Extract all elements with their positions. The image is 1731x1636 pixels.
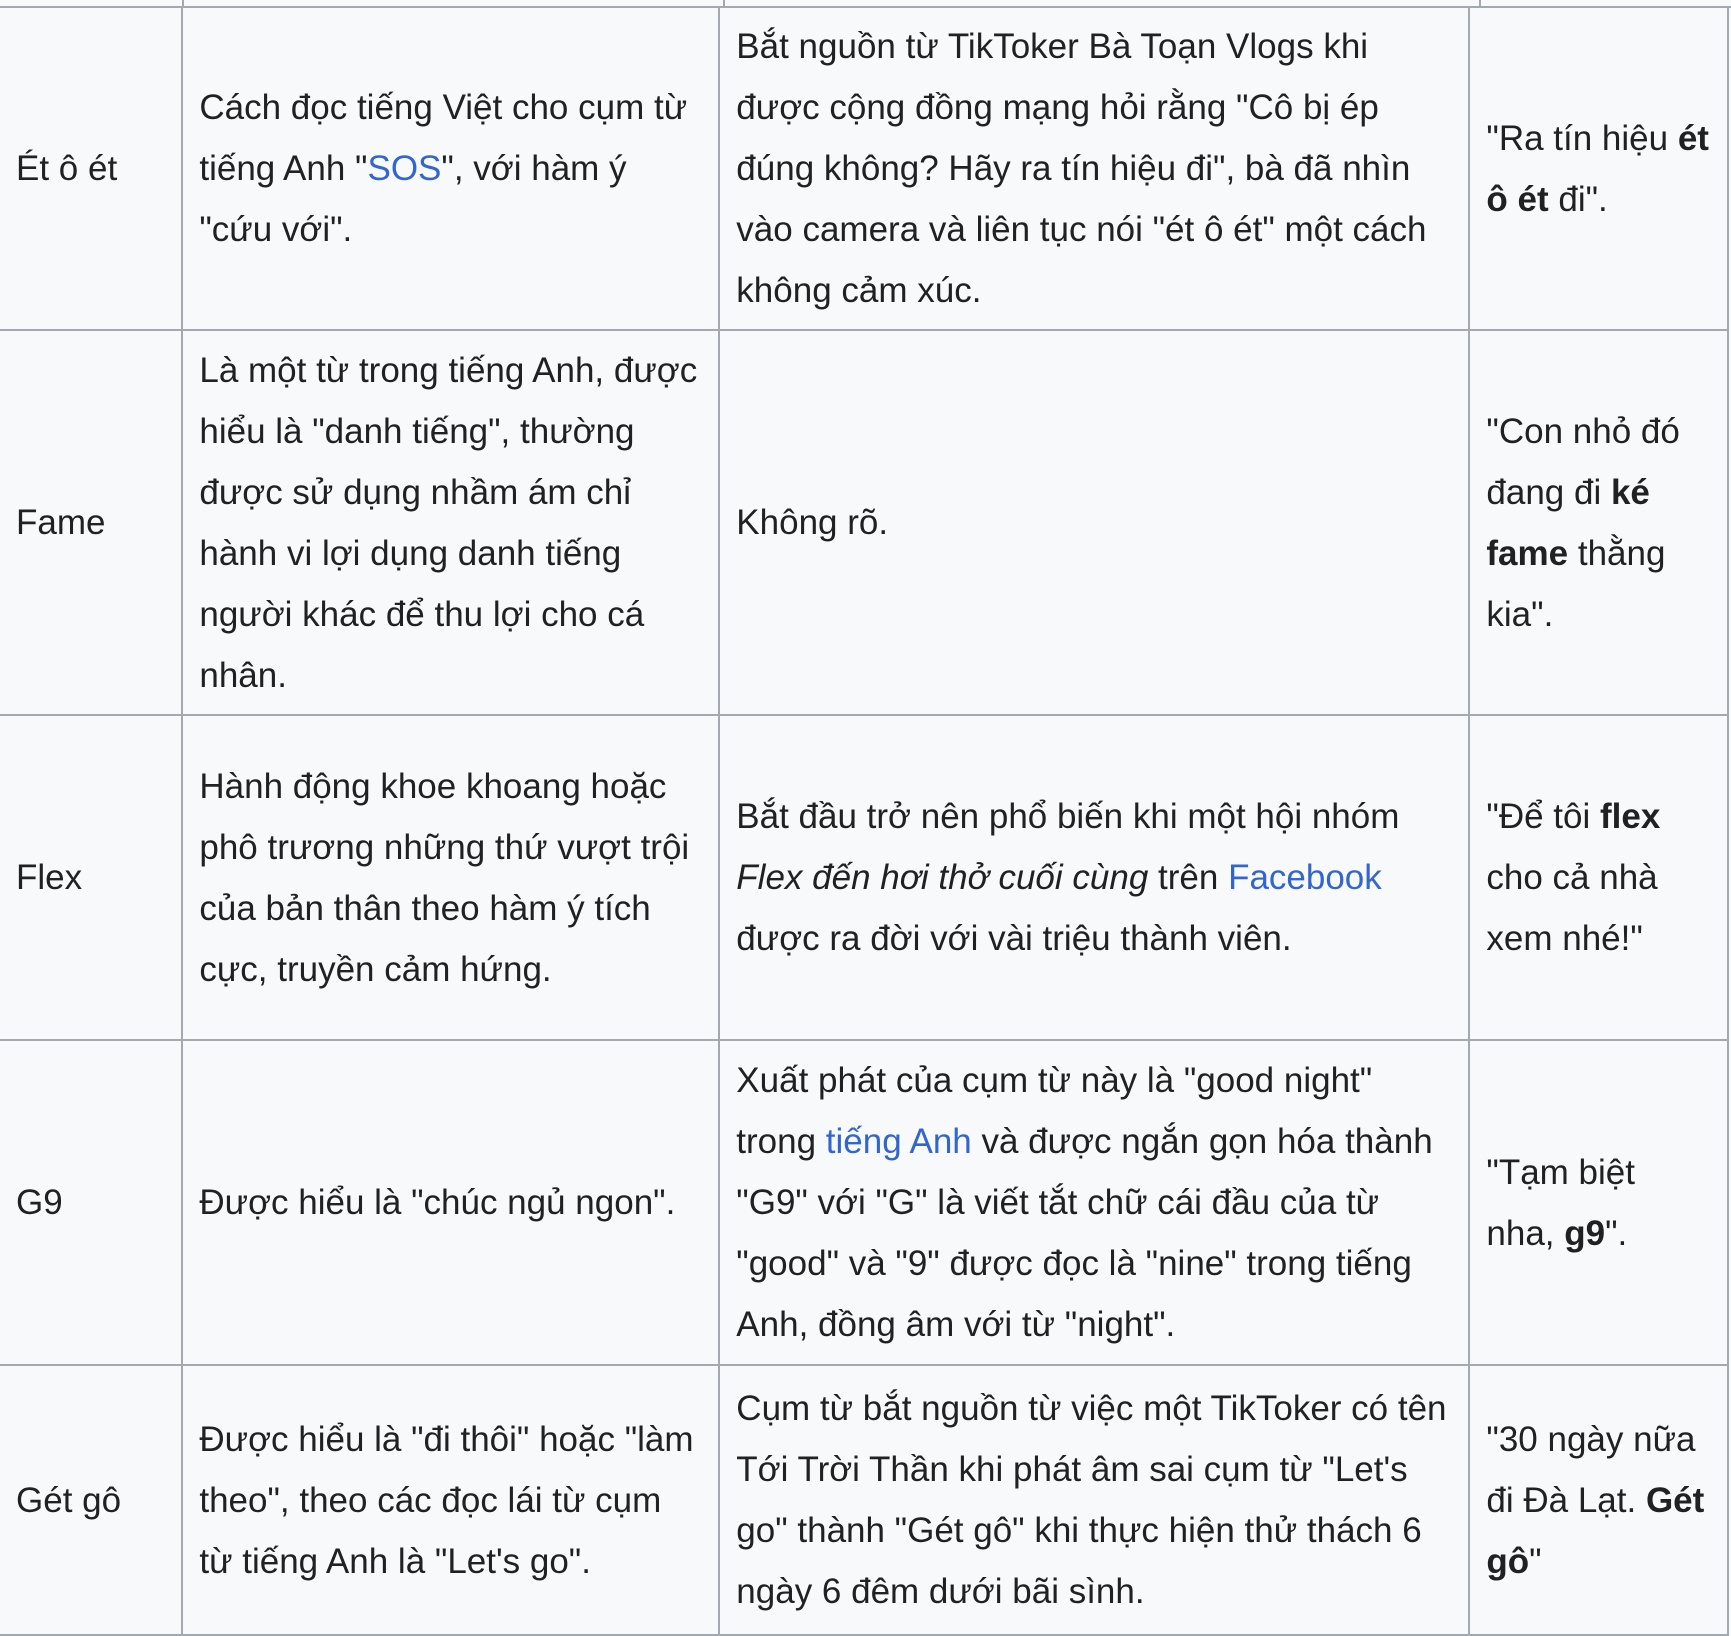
origin-text: Không rõ.	[736, 503, 889, 542]
meaning-cell	[182, 715, 719, 1040]
term-text: G9	[16, 1183, 63, 1222]
meaning-text: Cách đọc tiếng Việt cho cụm từ tiếng Anh "	[199, 88, 688, 188]
example-highlight: ké fame	[1486, 472, 1650, 573]
term-cell	[0, 1040, 182, 1365]
table-row	[0, 1040, 1728, 1365]
meaning-text: ", với hàm ý "cứu với".	[199, 149, 627, 249]
origin-text: và được ngắn gọn hóa thành "G9" với "G" là viết tắt chữ cái đầu của từ "good" và "9" được đọc là "nine" trong tiếng Anh, đồng âm với từ "night".	[736, 1122, 1433, 1344]
example-cell	[1469, 1365, 1728, 1635]
origin-text: Bắt nguồn từ TikToker Bà Toạn Vlogs khi được cộng đồng mạng hỏi rằng "Cô bị ép đúng không? Hãy ra tín hiệu đi", bà đã nhìn vào camera và liên tục nói "ét ô ét" một cách không cảm xúc.	[736, 27, 1427, 310]
example-text: "Con nhỏ đó đang đi	[1486, 411, 1680, 512]
origin-cell	[719, 1040, 1469, 1365]
term-text: Flex	[16, 858, 83, 897]
meaning-text: Hành động khoe khoang hoặc phô trương những thứ vượt trội của bản thân theo hàm ý tích cực, truyền cảm hứng.	[199, 766, 690, 989]
origin-cell	[719, 715, 1469, 1040]
facebook-link[interactable]: Facebook	[1228, 858, 1382, 897]
term-text: Fame	[16, 503, 106, 542]
example-cell	[1469, 7, 1728, 330]
example-text: cho cả nhà xem nhé!"	[1486, 858, 1658, 958]
example-cell	[1469, 715, 1728, 1040]
group-name: Flex đến hơi thở cuối cùng	[736, 858, 1149, 897]
example-text: "Để tôi	[1486, 797, 1600, 836]
term-text: Ét ô ét	[16, 149, 118, 188]
tieng-anh-link[interactable]: tiếng Anh	[825, 1122, 972, 1161]
term-text: Gét gô	[16, 1480, 122, 1520]
example-text: "	[1529, 1541, 1542, 1581]
example-text: "Tạm biệt nha,	[1486, 1152, 1635, 1253]
meaning-text: Được hiểu là "đi thôi" hoặc "làm theo", theo các đọc lái từ cụm từ tiếng Anh là "Let's go".	[199, 1419, 694, 1581]
origin-cell	[719, 7, 1469, 330]
example-highlight: ét ô ét	[1486, 118, 1709, 219]
origin-text: Bắt đầu trở nên phổ biến khi một hội nhóm	[736, 797, 1400, 836]
origin-text: được ra đời với vài triệu thành viên.	[736, 919, 1292, 958]
table-row	[0, 715, 1728, 1040]
origin-text: Cụm từ bắt nguồn từ việc một TikToker có tên Tới Trời Thần khi phát âm sai cụm từ "Let's go" thành "Gét gô" khi thực hiện thử thách 6 ngày 6 đêm dưới bãi sình.	[736, 1389, 1447, 1611]
meaning-cell	[182, 1365, 719, 1635]
example-cell	[1469, 330, 1728, 715]
example-highlight: Gét gô	[1486, 1480, 1705, 1581]
origin-cell	[719, 330, 1469, 715]
table-row	[0, 330, 1728, 715]
origin-text: Xuất phát của cụm từ này là "good night" trong	[736, 1061, 1373, 1161]
example-text: "Ra tín hiệu	[1486, 118, 1678, 158]
slang-table	[0, 6, 1729, 1636]
term-cell	[0, 1365, 182, 1635]
origin-text: trên	[1148, 858, 1229, 897]
table-row	[0, 7, 1728, 330]
meaning-cell	[182, 7, 719, 330]
term-cell	[0, 7, 182, 330]
term-cell	[0, 330, 182, 715]
meaning-text: Là một từ trong tiếng Anh, được hiểu là "danh tiếng", thường được sử dụng nhầm ám chỉ hành vi lợi dụng danh tiếng người khác để thu lợi cho cá nhân.	[199, 350, 698, 695]
meaning-cell	[182, 1040, 719, 1365]
example-text: ".	[1605, 1213, 1628, 1253]
example-text: đi".	[1548, 179, 1608, 219]
meaning-cell	[182, 330, 719, 715]
table-row	[0, 1365, 1728, 1635]
example-text: thằng kia".	[1486, 533, 1666, 634]
term-cell	[0, 715, 182, 1040]
sos-link[interactable]: SOS	[367, 149, 442, 188]
meaning-text: Được hiểu là "chúc ngủ ngon".	[199, 1183, 676, 1222]
example-highlight: g9	[1564, 1213, 1606, 1253]
origin-cell	[719, 1365, 1469, 1635]
example-highlight: flex	[1600, 797, 1661, 836]
example-text: "30 ngày nữa đi Đà Lạt.	[1486, 1419, 1696, 1520]
example-cell	[1469, 1040, 1728, 1365]
